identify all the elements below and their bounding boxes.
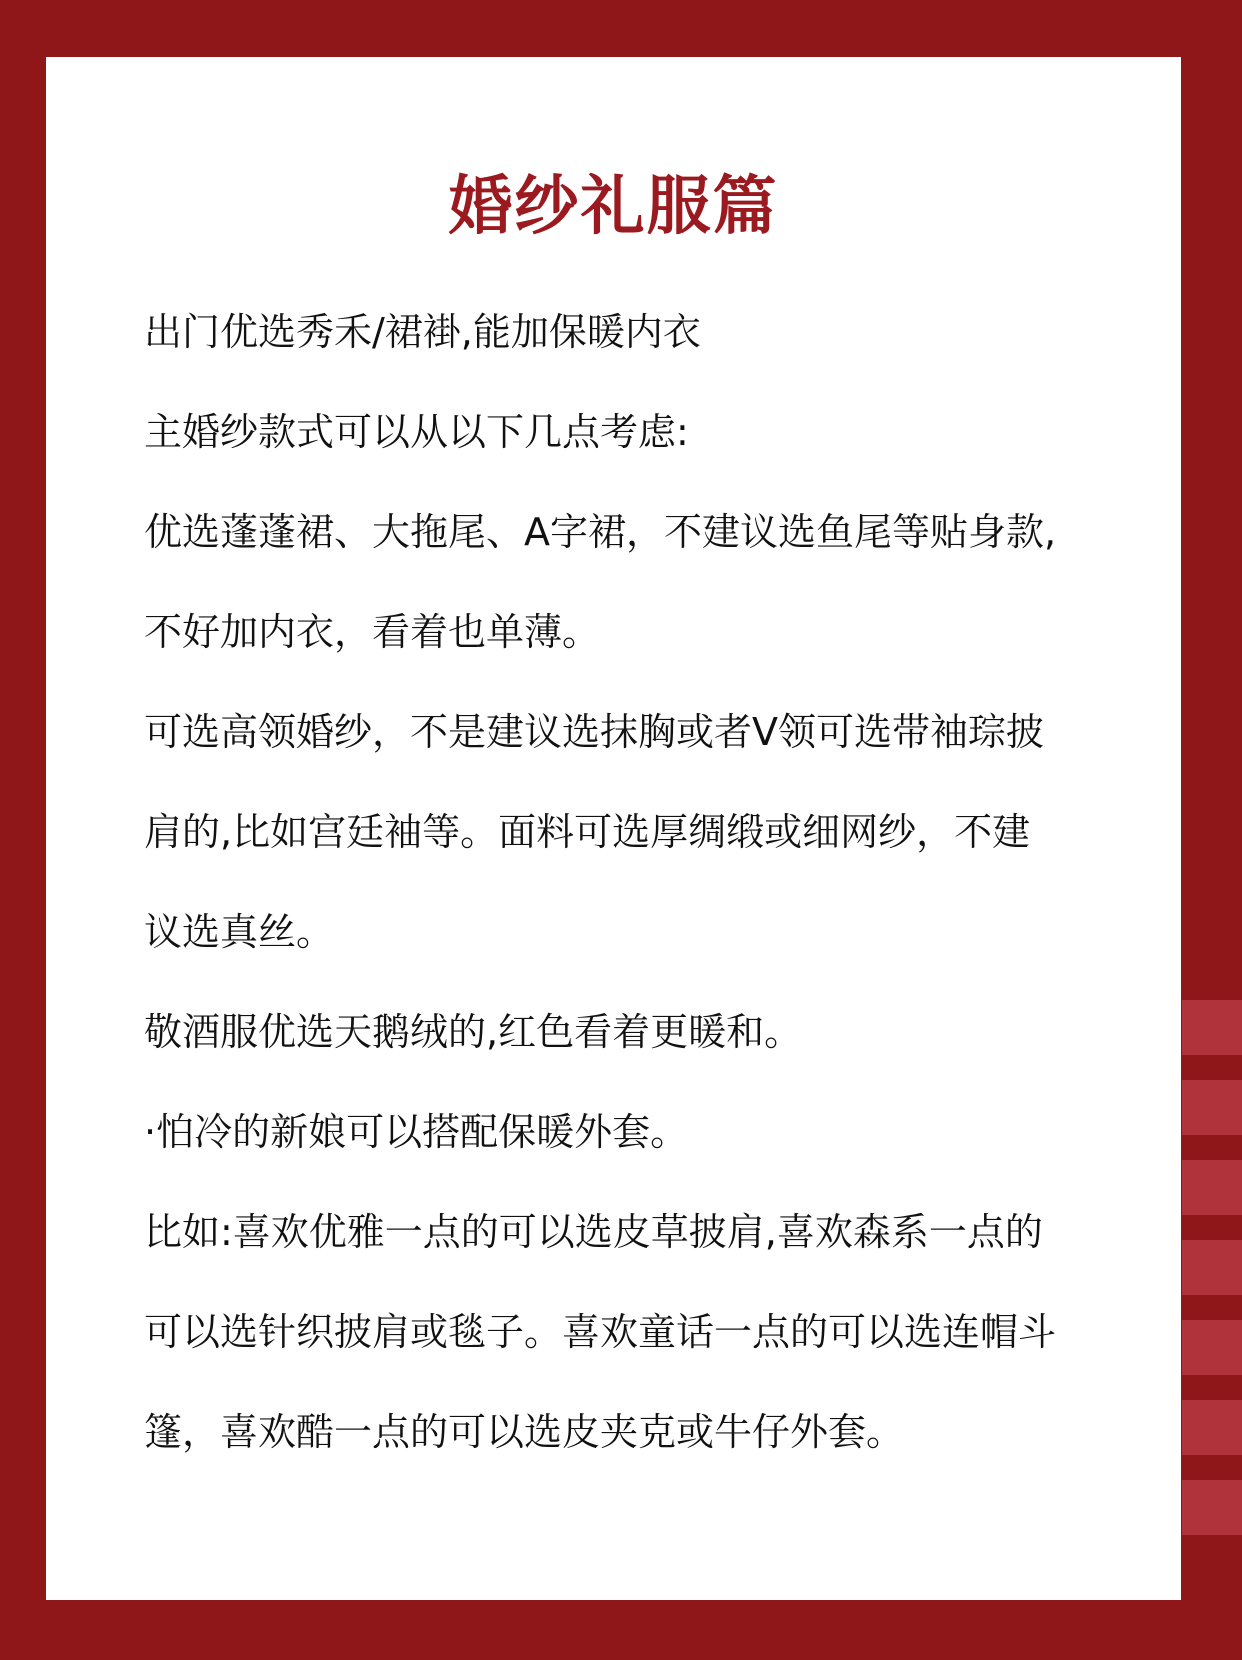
decorative-stripes bbox=[1182, 1000, 1242, 1560]
stripe bbox=[1182, 1320, 1242, 1375]
page-title: 婚纱礼服篇 bbox=[448, 170, 779, 244]
content-card bbox=[46, 57, 1181, 1600]
text-line: 议选真丝。 bbox=[144, 910, 335, 954]
text-line: 可选高领婚纱，不是建议选抹胸或者V领可选带袖琮披 bbox=[144, 710, 1044, 754]
text-line: 主婚纱款式可以从以下几点考虑: bbox=[144, 410, 689, 454]
text-line: 不好加内衣，看着也单薄。 bbox=[144, 610, 601, 654]
stripe bbox=[1182, 1080, 1242, 1135]
text-line: 比如:喜欢优雅一点的可以选皮草披肩,喜欢森系一点的 bbox=[144, 1210, 1043, 1254]
stripe bbox=[1182, 1160, 1242, 1215]
stripe bbox=[1182, 1400, 1242, 1455]
text-line: 肩的,比如宫廷袖等。面料可选厚绸缎或细网纱，不建 bbox=[144, 810, 1031, 854]
text-line: ·怕冷的新娘可以搭配保暖外套。 bbox=[144, 1110, 689, 1154]
text-line: 敬酒服优选天鹅绒的,红色看着更暖和。 bbox=[144, 1010, 803, 1054]
stripe bbox=[1182, 1480, 1242, 1535]
stripe bbox=[1182, 1000, 1242, 1055]
text-line: 可以选针织披肩或毯子。喜欢童话一点的可以选连帽斗 bbox=[144, 1310, 1057, 1354]
text-line: 篷，喜欢酷一点的可以选皮夹克或牛仔外套。 bbox=[144, 1410, 905, 1454]
text-line: 优选蓬蓬裙、大拖尾、A字裙，不建议选鱼尾等贴身款, bbox=[144, 510, 1057, 554]
text-line: 出门优选秀禾/裙褂,能加保暖内衣 bbox=[144, 310, 701, 354]
stripe bbox=[1182, 1240, 1242, 1295]
